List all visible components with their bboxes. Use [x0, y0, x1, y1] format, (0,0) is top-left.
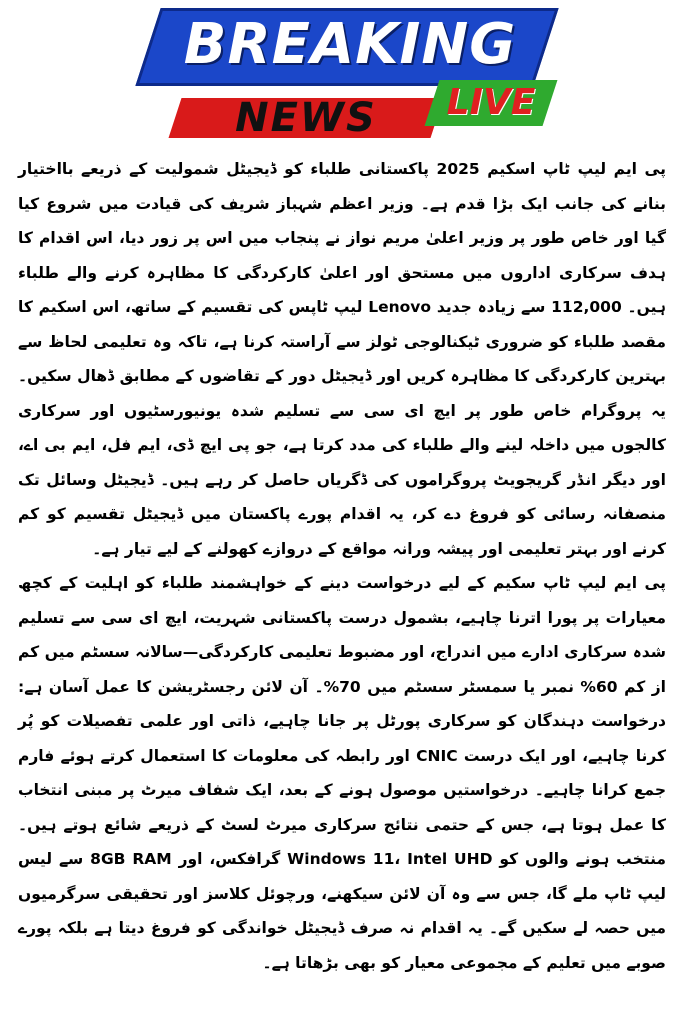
news-label: NEWS [235, 95, 377, 141]
article-body [18, 152, 666, 980]
breaking-label: BREAKING [183, 12, 517, 77]
article-paragraph-2: پی ایم لیپ ٹاپ سکیم کے لیے درخواست دینے کے خواہشمند طلباء کو اہلیت کے کچھ معیارات پر پورا اترنا چاہیے، بشمول درست پاکستانی شہریت، ایچ ای سی سے تسلیم شدہ سرکاری ادارے میں اندراج، اور مضبوط تعلیمی کارکردگی—سالانہ سسٹم میں کم از کم 60% نمبر یا سمسٹر سسٹم میں 70%۔ آن لائن رجسٹریشن کا عمل آسان ہے: درخواست دہندگان کو سرکاری پورٹل پر جانا چاہیے، ذاتی اور علمی تفصیلات کو پُر کرنا چاہیے، اور ایک درست CNIC اور رابطہ کی معلومات کا استعمال کرتے ہوئے فارم جمع کرانا چاہیے۔ درخواستیں موصول ہونے کے بعد، ایک شفاف میرٹ پر مبنی انتخاب کا عمل ہوتا ہے، جس کے حتمی نتائج سرکاری میرٹ لسٹ کے ذریعے شائع ہوتے ہیں۔ منتخب ہونے والوں کو Windows 11، Intel UHD گرافکس، اور 8GB RAM سے لیس لیپ ٹاپ ملے گا، جس سے وہ آن لائن سیکھنے، ورچوئل کلاسز اور تحقیقی سرگرمیوں میں حصہ لے سکیں گے۔ یہ اقدام نہ صرف ڈیجیٹل خواندگی کو فروغ دیتا ہے بلکہ پورے صوبے میں تعلیم کے مجموعی معیار کو بھی بڑھاتا ہے۔ [18, 574, 667, 972]
article-paragraph-1: پی ایم لیپ ٹاپ اسکیم 2025 پاکستانی طلباء کو ڈیجیٹل شمولیت کے ذریعے بااختیار بنانے کی جانب ایک بڑا قدم ہے۔ وزیر اعظم شہباز شریف کی قیادت میں شروع کیا گیا اور خاص طور پر وزیر اعلیٰ مریم نواز نے پنجاب میں اس پر زور دیا، اس اقدام کا ہدف سرکاری اداروں میں مستحق اور اعلیٰ کارکردگی کا مظاہرہ کرنے والے طلباء ہیں۔ 112,000 سے زیادہ جدید Lenovo لیپ ٹاپس کی تقسیم کے ساتھ، اس اسکیم کا مقصد طلباء کو ضروری ٹیکنالوجی ٹولز سے آراستہ کرنا ہے، تاکہ وہ تعلیمی لحاظ سے بہترین کارکردگی کا مظاہرہ کریں اور ڈیجیٹل دور کے تقاضوں کے مطابق ڈھال سکیں۔ یہ پروگرام خاص طور پر ایچ ای سی سے تسلیم شدہ یونیورسٹیوں اور سرکاری کالجوں میں داخلہ لینے والے طلباء کی مدد کرتا ہے، جو پی ایچ ڈی، ایم فل، ایم بی اے، اور دیگر انڈر گریجویٹ پروگراموں کی ڈگریاں حاصل کر رہے ہیں۔ ڈیجیٹل وسائل تک منصفانہ رسائی کو فروغ دے کر، یہ اقدام پورے پاکستان میں ڈیجیٹل تقسیم کو کم کرنے اور بہتر تعلیمی اور پیشہ ورانہ مواقع کے دروازے کھولنے کے لیے تیار ہے۔ [18, 160, 667, 558]
breaking-news-header [0, 0, 683, 150]
live-label: LIVE [446, 82, 536, 123]
